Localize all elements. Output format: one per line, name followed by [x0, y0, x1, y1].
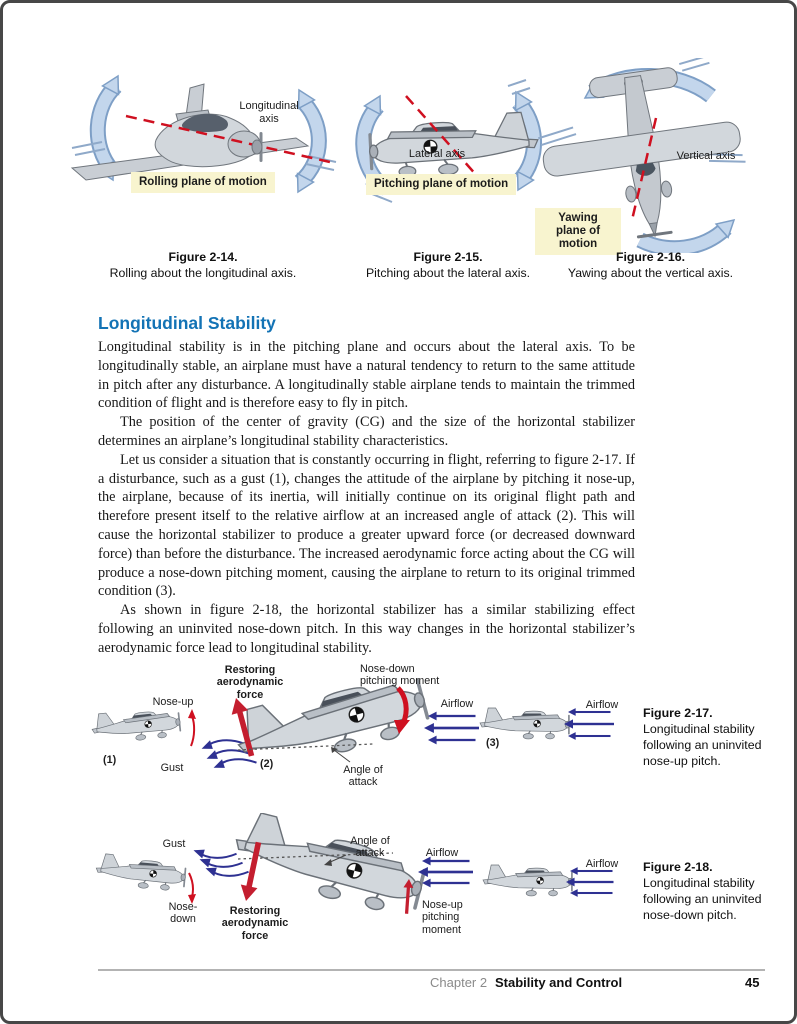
- angle-of-attack-label: Angle of attack: [343, 764, 383, 789]
- paragraph: Let us consider a situation that is constantly occurring in flight, referring to figure 2-17. If a disturbance, such as a gust (1), changes the attitude of the airplane by pitching it nose-up, the airplane, because of its inertia, will initially continue on its original flight path and therefore present itself to the relative airflow at an increased angle of attack (2). This will cause the horizontal stabilizer to produce a greater upward force (or decreased downward force) than before the disturbance. The increased aerodynamic force acting about the CG will produce a nose-down pitching moment, causing the airplane to return to its original trimmed condition (3).: [98, 451, 635, 600]
- figure-caption-title: Figure 2-17.: [643, 706, 713, 720]
- figure-caption-text: Longitudinal stability following an uninvited nose-down pitch.: [643, 876, 762, 922]
- airflow-label: Airflow: [425, 847, 459, 859]
- rolling-illustration: [58, 58, 348, 248]
- footer-page-number: 45: [745, 975, 760, 990]
- footer-chapter: Chapter 2: [430, 975, 488, 990]
- restoring-force-label: Restoring aerodynamic force: [216, 664, 284, 701]
- figure-2-16: [528, 58, 773, 288]
- paragraph: As shown in figure 2-18, the horizontal stabilizer has a similar stabilizing effect following an uninvited nose-down pitch. In this way changes in the horizontal stabilizer’s aerodynamic force lead to longitudinal stability.: [98, 602, 635, 656]
- nose-up-label: Nose-up: [152, 696, 194, 708]
- figure-caption: [348, 250, 548, 281]
- figure-caption-text: Pitching about the lateral axis.: [365, 265, 531, 280]
- figure-caption-text: Rolling about the longitudinal axis.: [109, 265, 297, 280]
- restoring-force-label: Restoring aerodynamic force: [221, 905, 289, 942]
- axis-label: Longitudinal axis: [239, 100, 299, 125]
- paragraph: Longitudinal stability is in the pitching plane and occurs about the lateral axis. To be longitudinally stable, an airplane must have a natural tendency to return to the same attitude in pitch after any disturbance. A longitudinally stable airplane tends to maintain the trimmed condition of flight and is therefore easy to fly in pitch.: [98, 339, 635, 412]
- body-column: [98, 313, 635, 658]
- angle-of-attack-label: Angle of attack: [350, 835, 390, 860]
- paragraph: The position of the center of gravity (CG) and the size of the horizontal stabilizer determines an airplane’s longitudinal stability characteristics.: [98, 414, 635, 449]
- figure-caption-title: Figure 2-18.: [643, 860, 713, 874]
- figure-2-17: [88, 658, 633, 806]
- section-heading: Longitudinal Stability: [98, 313, 276, 333]
- gust-label: Gust: [160, 762, 184, 774]
- step-number: (1): [103, 754, 117, 766]
- step-number: (3): [486, 737, 500, 749]
- figure-2-15: [348, 58, 548, 288]
- figure-caption: [58, 250, 348, 281]
- figure-caption-text: Yawing about the vertical axis.: [567, 265, 734, 280]
- airflow-label: Airflow: [585, 858, 619, 870]
- motion-plane-label: Rolling plane of motion: [131, 172, 275, 193]
- figure-2-14: [58, 58, 348, 288]
- airflow-label: Airflow: [585, 699, 619, 711]
- airflow-label: Airflow: [440, 698, 474, 710]
- figure-2-18: [88, 813, 633, 963]
- figure-caption-title: Figure 2-15.: [413, 250, 483, 264]
- step-number: (2): [260, 758, 274, 770]
- figure-caption-title: Figure 2-16.: [615, 250, 686, 264]
- nose-down-moment-label: Nose-down pitching moment: [360, 663, 440, 688]
- nose-up-moment-label: Nose-up pitching moment: [422, 899, 463, 936]
- axis-label: Vertical axis: [676, 150, 736, 162]
- nose-down-label: Nose-down: [168, 901, 198, 926]
- figure-caption-title: Figure 2-14.: [168, 250, 238, 264]
- gust-label: Gust: [162, 838, 186, 850]
- figure-caption-text: Longitudinal stability following an uninvited nose-up pitch.: [643, 722, 762, 768]
- footer-section-title: Stability and Control: [495, 975, 623, 990]
- motion-plane-label: Yawing plane of motion: [535, 208, 621, 255]
- motion-plane-label: Pitching plane of motion: [366, 174, 516, 195]
- footer-divider: [98, 969, 765, 971]
- figure-caption: [528, 250, 773, 281]
- figure-2-18-caption: [643, 859, 785, 923]
- axis-label: Lateral axis: [408, 148, 466, 160]
- figure-2-17-caption: [643, 705, 785, 769]
